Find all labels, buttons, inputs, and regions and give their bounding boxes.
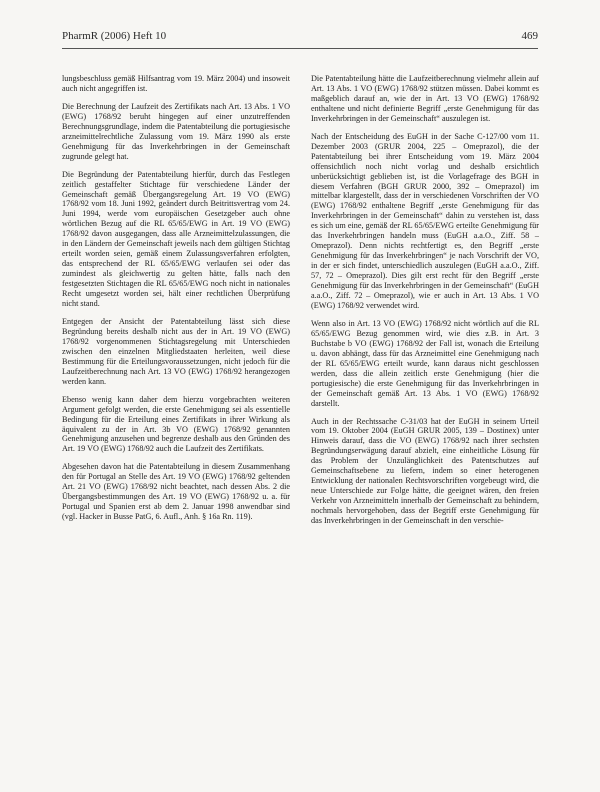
paragraph: Die Begründung der Patentabteilung hierfür, durch das Festlegen zeitlich gestaffelter Stichtage für verschiedene Länder der Gemeinschaft gemäß Übergangsregelung Art. 19 VO (EWG) 1768/92 vom 18. Juni 1992, geändert durch Beitrittsvertrag vom 24. Juni 1994, werde vom europäischen Gesetzgeber auch ohne wörtlichen Bezug auf die RL 65/65/EWG in Art. 19 VO (EWG) 1768/92 davon ausgegangen, dass alle Arzneimittelzulassungen, die in den Ländern der Gemeinschaft jeweils nach dem gültigen Stichtag erteilt worden seien, gemäß einem Zulassungsverfahren erfolgten, das entsprechend der RL 65/65/EWG verlaufen sei oder das zumindest als gleichwertig zu gelten hätte, falls nach den festgesetzten Stichtagen die RL 65/65/EWG noch nicht in nationales Recht umgesetzt worden sei, hält einer rechtlichen Überprüfung nicht stand. bbox=[62, 169, 290, 309]
paragraph: Abgesehen davon hat die Patentabteilung in diesem Zusammenhang den für Portugal an Stelle des Art. 19 VO (EWG) 1768/92 geltenden Art. 21 VO (EWG) 1768/92 nicht beachtet, nach dessen Abs. 2 die Übergangsbestimmungen des Art. 19 VO (EWG) 1768/92 u. a. für Portugal und Spanien erst ab dem 2. Januar 1998 anwendbar sind (vgl. Hacker in Busse PatG, 6. Aufl., Anh. § 16a Rn. 119). bbox=[62, 462, 290, 522]
right-column bbox=[311, 74, 539, 770]
running-header bbox=[62, 30, 538, 46]
left-column bbox=[62, 74, 290, 770]
header-rule bbox=[62, 48, 538, 49]
page-number: 469 bbox=[521, 30, 538, 42]
paragraph: Auch in der Rechtssache C-31/03 hat der EuGH in seinem Urteil vom 19. Oktober 2004 (EuGH GRUR 2005, 139 – Dostinex) unter Hinweis darauf, dass die VO (EWG) 1768/92 nach ihrer sechsten Begründungserwägung darauf abzielt, eine einheitliche Lösung für das Problem der Unzulänglichkeit des Patentschutzes auf Gemeinschaftsebene zu liefern, indem so einer heterogenen Entwicklung der nationalen Rechtsvorschriften vorgebeugt wird, die neue Unterschiede zur Folge hätte, die geeignet wären, den freien Verkehr von Arzneimitteln innerhalb der Gemeinschaft zu behindern, nochmals hervorgehoben, dass der Begriff erste Genehmigung für das Inverkehrbringen in der Gemeinschaft in den verschie- bbox=[311, 416, 539, 526]
paragraph: Die Patentabteilung hätte die Laufzeitberechnung vielmehr allein auf Art. 13 Abs. 1 VO (EWG) 1768/92 stützen müssen. Dabei kommt es maßgeblich darauf an, wie der in Art. 13 VO (EWG) 1768/92 enthaltene und nicht definierte Begriff „erste Genehmigung für das Inverkehrbringen in der Gemeinschaft“ auszulegen ist. bbox=[311, 74, 539, 123]
paragraph: Die Berechnung der Laufzeit des Zertifikats nach Art. 13 Abs. 1 VO (EWG) 1768/92 beruht hingegen auf einer unzutreffenden Berechnungsgrundlage, indem die Patentabteilung die portugiesische arzneimittelrechtliche Zulassung vom 19. März 1990 als erste Genehmigung für das Inverkehrbringen in der Gemeinschaft zugrunde gelegt hat. bbox=[62, 101, 290, 161]
journal-title: PharmR (2006) Heft 10 bbox=[62, 30, 167, 42]
paragraph: lungsbeschluss gemäß Hilfsantrag vom 19. März 2004) und insoweit auch nicht angegriffen ist. bbox=[62, 74, 290, 93]
paragraph: Ebenso wenig kann daher dem hierzu vorgebrachten weiteren Argument gefolgt werden, die erste Genehmigung sei als essentielle Bedingung für die Erteilung eines Zertifikats in ihrer Wirkung als äquivalent zu der in Art. 3b VO (EWG) 1768/92 genannten Genehmigung anzusehen und begrenze deshalb aus den Gründen des Art. 19 VO (EWG) 1768/92 auch die Laufzeit des Zertifikats. bbox=[62, 394, 290, 454]
paragraph: Nach der Entscheidung des EuGH in der Sache C-127/00 vom 11. Dezember 2003 (GRUR 2004, 225 – Omeprazol), die der Patentabteilung bei ihrer Entscheidung vom 19. März 2004 offensichtlich noch nicht vorlag und deshalb ersichtlich unberücksichtigt geblieben ist, ist die Vorlagefrage des BGH in diesem Verfahren (BGH GRUR 2000, 392 – Omeprazol) im mittelbar klargestellt, dass der in verschiedenen Vorschriften der VO (EWG) 1768/92 enthaltene Begriff „erste Genehmigung für das Inverkehrbringen in der Gemeinschaft“ dahin zu verstehen ist, dass es sich um eine, gemäß der RL 65/65/EWG erteilte Genehmigung für das Inverkehrbringen handeln muss (EuGH a.a.O., Ziff. 58 – Omeprazol). Denn nichts rechtfertigt es, den Begriff „erste Genehmigung für das Inverkehrbringen“ je nach Vorschrift der VO, in der er sich findet, unterschiedlich auszulegen (EuGH a.a.O., Ziff. 57, 72 – Omeprazol). Dies gilt erst recht für den Begriff „erste Genehmigung für das Inverkehrbringen in der Gemeinschaft“ (EuGH a.a.O., Ziff. 72 – Omeprazol), wie er auch in Art. 13 Abs. 1 VO (EWG) 1768/92 verwendet wird. bbox=[311, 131, 539, 310]
paragraph: Entgegen der Ansicht der Patentabteilung lässt sich diese Begründung bereits deshalb nicht aus der in Art. 19 VO (EWG) 1768/92 vorgenommenen Stichtagsregelung mit Unterschieden zwischen den einzelnen Mitgliedstaaten herleiten, weil diese Bestimmung für die Erteilungsvoraussetzungen, nicht jedoch für die Laufzeitberechnung nach Art. 13 VO (EWG) 1768/92 herangezogen werden kann. bbox=[62, 316, 290, 386]
paragraph: Wenn also in Art. 13 VO (EWG) 1768/92 nicht wörtlich auf die RL 65/65/EWG Bezug genommen wird, wie dies z.B. in Art. 3 Buchstabe b VO (EWG) 1768/92 der Fall ist, wonach die Erteilung u. davon abhängt, dass für das Arzneimittel eine Genehmigung nach der RL 65/65/EWG erteilt wurde, kann daraus nicht geschlossen werden, dass die allein zeitlich erste Genehmigung (hier die portugiesische) die erste Genehmigung für das Inverkehrbringen in der Gemeinschaft gemäß Art. 13 Abs. 1 VO (EWG) 1768/92 darstellt. bbox=[311, 318, 539, 408]
